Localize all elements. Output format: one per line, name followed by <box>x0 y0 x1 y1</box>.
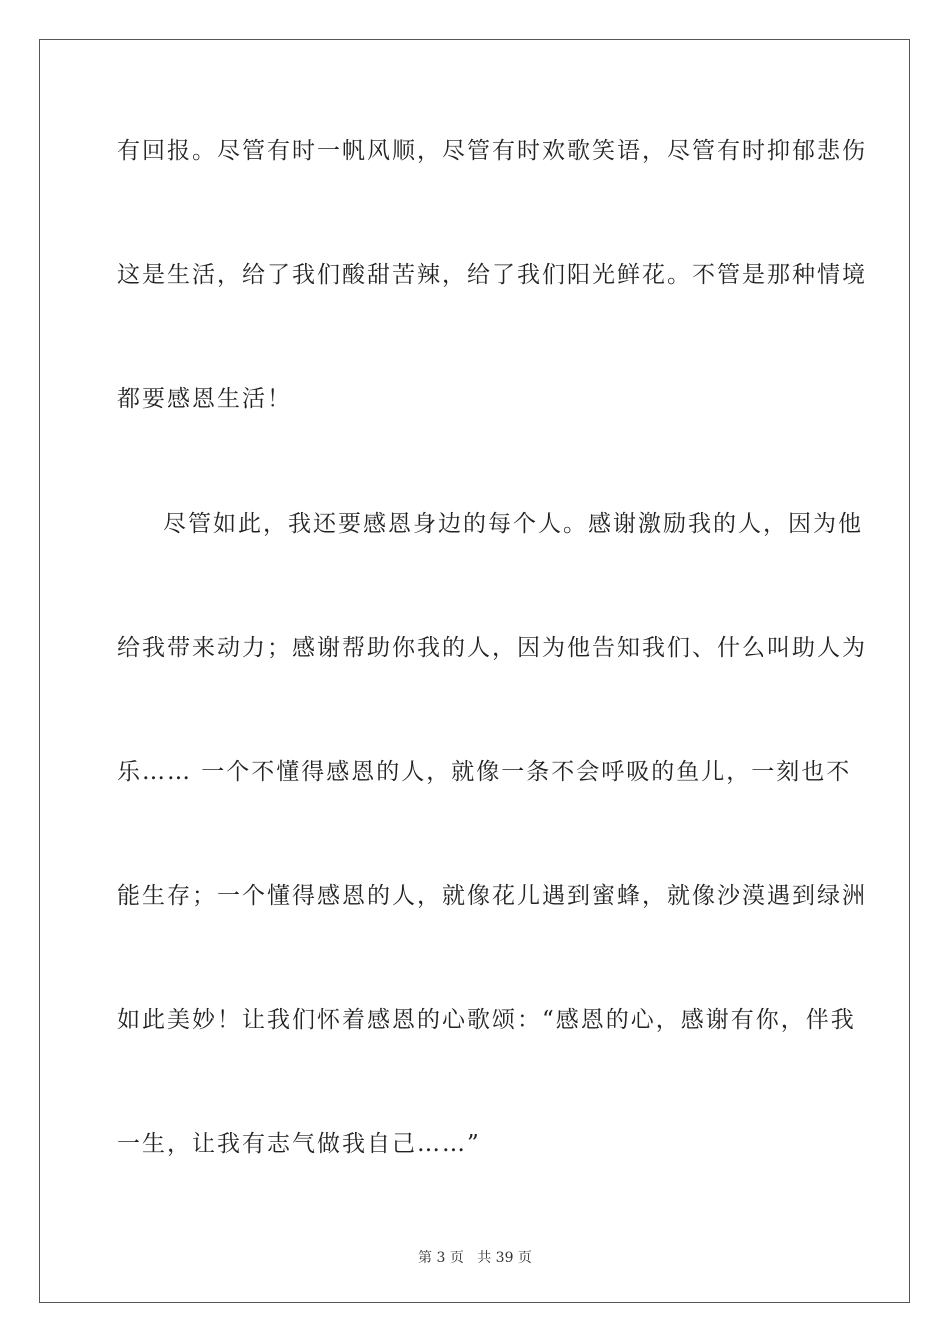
page-border <box>39 39 910 1303</box>
text-line-5: 给我带来动力；感谢帮助你我的人，因为他告知我们、什么叫助人为 <box>117 635 867 661</box>
text-line-3: 都要感恩生活！ <box>117 386 292 412</box>
text-line-9: 一生，让我有志气做我自己……” <box>117 1131 481 1157</box>
text-line-6: 乐…… 一个不懂得感恩的人，就像一条不会呼吸的鱼儿，一刻也不 <box>117 759 852 785</box>
text-line-4: 尽管如此，我还要感恩身边的每个人。感谢激励我的人，因为他 <box>163 511 863 537</box>
text-line-2: 这是生活，给了我们酸甜苦辣，给了我们阳光鲜花。不管是那种情境 <box>117 262 867 288</box>
text-line-1: 有回报。尽管有时一帆风顺，尽管有时欢歌笑语，尽管有时抑郁悲伤 <box>117 138 867 164</box>
page-footer <box>0 1247 950 1267</box>
text-line-7: 能生存；一个懂得感恩的人，就像花儿遇到蜜蜂，就像沙漠遇到绿洲 <box>117 883 867 909</box>
text-line-8: 如此美妙！让我们怀着感恩的心歌颂：“感恩的心，感谢有你，伴我 <box>117 1007 856 1033</box>
page-number: 第 3 页 <box>418 1250 464 1266</box>
page-total: 共 39 页 <box>477 1250 532 1266</box>
